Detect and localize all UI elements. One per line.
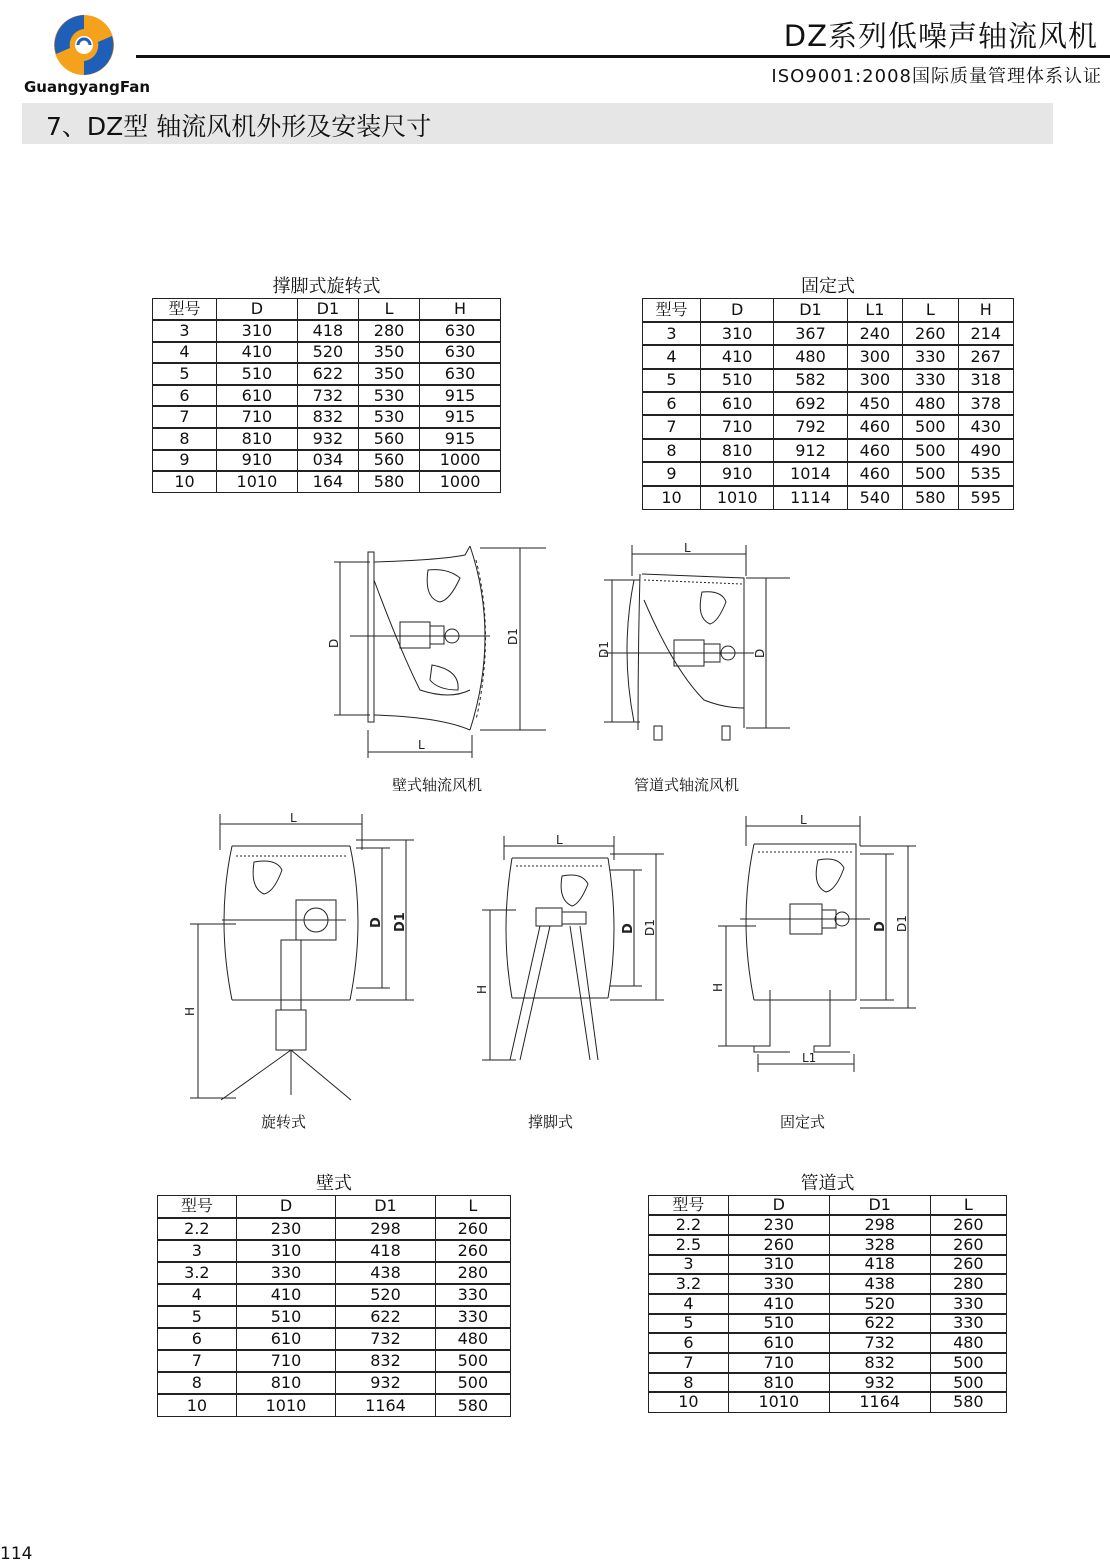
- table-cell: 3: [643, 322, 701, 345]
- table-cell: 630: [420, 363, 501, 385]
- table-cell: 8: [158, 1372, 237, 1394]
- table-cell: 610: [216, 385, 297, 407]
- table-row: [643, 439, 1014, 462]
- table-cell: 480: [774, 345, 847, 368]
- stand-fan-drawing: [470, 830, 670, 1070]
- table-cell: 912: [774, 439, 847, 462]
- table-caption-wall: 壁式: [316, 1173, 352, 1194]
- table-cell: 3: [153, 320, 217, 342]
- column-header: D: [236, 1196, 336, 1218]
- table-row: [649, 1255, 1007, 1275]
- table-cell: 230: [728, 1215, 829, 1235]
- table-cell: 792: [774, 415, 847, 438]
- table-cell: 915: [420, 428, 501, 450]
- table-cell: 430: [958, 415, 1013, 438]
- table-cell: 1000: [420, 450, 501, 472]
- table-cell: 622: [297, 363, 358, 385]
- certification-text: ISO9001:2008国际质量管理体系认证: [771, 66, 1102, 87]
- column-header: D1: [774, 299, 847, 322]
- table-cell: 510: [216, 363, 297, 385]
- table-row: [158, 1284, 511, 1306]
- table-cell: 500: [930, 1353, 1006, 1373]
- table-row: [649, 1215, 1007, 1235]
- table-cell: 5: [153, 363, 217, 385]
- table-cell: 7: [649, 1353, 729, 1373]
- table-cell: 280: [358, 320, 419, 342]
- table-cell: 692: [774, 392, 847, 415]
- table-cell: 330: [903, 345, 958, 368]
- table-cell: 2.2: [649, 1215, 729, 1235]
- column-header: D1: [829, 1196, 930, 1216]
- table-cell: 610: [728, 1333, 829, 1353]
- table-cell: 932: [336, 1372, 436, 1394]
- column-header: D1: [297, 299, 358, 321]
- table-cell: 622: [829, 1314, 930, 1334]
- column-header: D: [728, 1196, 829, 1216]
- dim-l-label: L: [684, 541, 691, 555]
- table-cell: 810: [236, 1372, 336, 1394]
- table-cell: 480: [435, 1328, 510, 1350]
- table-cell: 034: [297, 450, 358, 472]
- table-cell: 500: [435, 1372, 510, 1394]
- page-number: 114: [0, 1544, 33, 1564]
- table-cell: 630: [420, 342, 501, 364]
- dim-d1-label: D1: [895, 915, 909, 932]
- table-cell: 622: [336, 1306, 436, 1328]
- column-header: L: [358, 299, 419, 321]
- table-cell: 7: [643, 415, 701, 438]
- table-row: [649, 1333, 1007, 1353]
- table-cell: 410: [728, 1294, 829, 1314]
- table-header-row: [643, 299, 1014, 322]
- table-cell: 6: [643, 392, 701, 415]
- table-row: [649, 1314, 1007, 1334]
- table-cell: 510: [236, 1306, 336, 1328]
- column-header: D: [216, 299, 297, 321]
- column-header: 型号: [649, 1196, 729, 1216]
- caption-wall-fan: 壁式轴流风机: [392, 776, 483, 794]
- table-row: [649, 1373, 1007, 1393]
- dim-d1-label: D1: [597, 641, 611, 658]
- table-cell: 8: [643, 439, 701, 462]
- table-cell: 410: [236, 1284, 336, 1306]
- table-cell: 6: [649, 1333, 729, 1353]
- dim-d-label: D: [873, 921, 888, 932]
- table-cell: 260: [435, 1240, 510, 1262]
- table-cell: 832: [336, 1350, 436, 1372]
- table-cell: 300: [847, 369, 902, 392]
- dim-h-label: H: [711, 982, 725, 992]
- table-cell: 7: [158, 1350, 237, 1372]
- table-cell: 582: [774, 369, 847, 392]
- table-cell: 530: [358, 385, 419, 407]
- table-row: [158, 1262, 511, 1284]
- table-row: [153, 450, 501, 472]
- table-fixed: [642, 298, 1014, 510]
- table-cell: 418: [829, 1255, 930, 1275]
- table-row: [649, 1294, 1007, 1314]
- table-cell: 500: [903, 415, 958, 438]
- page-title: DZ系列低噪声轴流风机: [783, 19, 1098, 53]
- table-header-row: [153, 299, 501, 321]
- table-cell: 260: [930, 1255, 1006, 1275]
- dim-d1-label: D1: [506, 628, 520, 645]
- table-cell: 1114: [774, 486, 847, 509]
- table-cell: 832: [297, 406, 358, 428]
- table-header-row: [649, 1196, 1007, 1216]
- table-row: [649, 1392, 1007, 1412]
- table-cell: 7: [153, 406, 217, 428]
- table-cell: 330: [728, 1274, 829, 1294]
- table-cell: 6: [158, 1328, 237, 1350]
- table-cell: 330: [903, 369, 958, 392]
- table-cell: 350: [358, 363, 419, 385]
- table-cell: 298: [336, 1218, 436, 1240]
- table-row: [153, 363, 501, 385]
- table-cell: 520: [336, 1284, 436, 1306]
- column-header: L: [903, 299, 958, 322]
- table-cell: 4: [643, 345, 701, 368]
- table-cell: 560: [358, 428, 419, 450]
- table-cell: 260: [930, 1235, 1006, 1255]
- table-cell: 610: [701, 392, 774, 415]
- table-cell: 530: [358, 406, 419, 428]
- table-cell: 500: [903, 462, 958, 485]
- fixed-fan-drawing: [710, 810, 930, 1076]
- table-cell: 710: [701, 415, 774, 438]
- table-cell: 910: [701, 462, 774, 485]
- table-cell: 510: [701, 369, 774, 392]
- table-row: [649, 1235, 1007, 1255]
- table-cell: 1010: [216, 471, 297, 493]
- table-cell: 732: [829, 1333, 930, 1353]
- table-cell: 260: [728, 1235, 829, 1255]
- table-cell: 540: [847, 486, 902, 509]
- table-row: [643, 322, 1014, 345]
- table-row: [643, 415, 1014, 438]
- table-row: [643, 369, 1014, 392]
- table-cell: 230: [236, 1218, 336, 1240]
- column-header: D1: [336, 1196, 436, 1218]
- table-cell: 5: [158, 1306, 237, 1328]
- table-row: [158, 1328, 511, 1350]
- table-row: [649, 1353, 1007, 1373]
- table-cell: 2.2: [158, 1218, 237, 1240]
- table-cell: 8: [153, 428, 217, 450]
- table-cell: 500: [435, 1350, 510, 1372]
- table-cell: 1010: [701, 486, 774, 509]
- table-row: [153, 342, 501, 364]
- dim-l-label: L: [418, 738, 425, 752]
- table-cell: 418: [297, 320, 358, 342]
- table-cell: 367: [774, 322, 847, 345]
- table-cell: 1010: [728, 1392, 829, 1412]
- table-cell: 810: [216, 428, 297, 450]
- table-cell: 164: [297, 471, 358, 493]
- table-cell: 3: [158, 1240, 237, 1262]
- table-cell: 5: [643, 369, 701, 392]
- table-cell: 378: [958, 392, 1013, 415]
- table-cell: 810: [728, 1373, 829, 1393]
- column-header: L: [435, 1196, 510, 1218]
- table-cell: 1000: [420, 471, 501, 493]
- table-cell: 260: [435, 1218, 510, 1240]
- dim-d-label: D: [621, 923, 636, 934]
- rotary-fan-drawing: [176, 810, 416, 1110]
- table-caption-duct: 管道式: [800, 1173, 855, 1194]
- table-cell: 1014: [774, 462, 847, 485]
- column-header: H: [958, 299, 1013, 322]
- table-duct: [648, 1195, 1007, 1413]
- table-cell: 260: [903, 322, 958, 345]
- table-cell: 310: [236, 1240, 336, 1262]
- table-cell: 410: [216, 342, 297, 364]
- table-cell: 3: [649, 1255, 729, 1275]
- dim-d1-label: D1: [643, 919, 657, 936]
- table-cell: 2.5: [649, 1235, 729, 1255]
- table-row: [153, 471, 501, 493]
- table-cell: 267: [958, 345, 1013, 368]
- table-cell: 450: [847, 392, 902, 415]
- table-cell: 4: [649, 1294, 729, 1314]
- table-cell: 535: [958, 462, 1013, 485]
- table-cell: 330: [236, 1262, 336, 1284]
- table-cell: 610: [236, 1328, 336, 1350]
- column-header: 型号: [153, 299, 217, 321]
- table-cell: 310: [701, 322, 774, 345]
- table-row: [643, 345, 1014, 368]
- table-cell: 910: [216, 450, 297, 472]
- table-cell: 240: [847, 322, 902, 345]
- table-cell: 500: [930, 1373, 1006, 1393]
- table-cell: 580: [930, 1392, 1006, 1412]
- column-header: H: [420, 299, 501, 321]
- brand-name: GuangyangFan: [24, 78, 151, 96]
- table-cell: 915: [420, 385, 501, 407]
- table-cell: 438: [829, 1274, 930, 1294]
- table-row: [649, 1274, 1007, 1294]
- table-cell: 3.2: [158, 1262, 237, 1284]
- table-cell: 460: [847, 462, 902, 485]
- table-cell: 418: [336, 1240, 436, 1262]
- table-cell: 280: [930, 1274, 1006, 1294]
- table-cell: 310: [216, 320, 297, 342]
- wall-fan-drawing: [320, 540, 560, 772]
- table-cell: 10: [153, 471, 217, 493]
- table-row: [158, 1372, 511, 1394]
- table-cell: 9: [153, 450, 217, 472]
- table-cell: 932: [297, 428, 358, 450]
- table-row: [153, 320, 501, 342]
- table-cell: 480: [903, 392, 958, 415]
- caption-duct-fan: 管道式轴流风机: [634, 776, 740, 794]
- table-cell: 490: [958, 439, 1013, 462]
- table-header-row: [158, 1196, 511, 1218]
- dim-d-label: D: [327, 638, 341, 648]
- table-cell: 580: [435, 1394, 510, 1416]
- dim-d-label: D: [369, 917, 384, 928]
- table-cell: 460: [847, 415, 902, 438]
- table-row: [158, 1350, 511, 1372]
- table-cell: 580: [903, 486, 958, 509]
- table-cell: 580: [358, 471, 419, 493]
- table-row: [158, 1306, 511, 1328]
- table-cell: 260: [930, 1215, 1006, 1235]
- dim-h-label: H: [475, 984, 489, 994]
- table-cell: 318: [958, 369, 1013, 392]
- table-cell: 4: [153, 342, 217, 364]
- table-cell: 330: [930, 1314, 1006, 1334]
- table-cell: 732: [336, 1328, 436, 1350]
- table-cell: 1010: [236, 1394, 336, 1416]
- table-row: [643, 486, 1014, 509]
- table-cell: 6: [153, 385, 217, 407]
- table-cell: 438: [336, 1262, 436, 1284]
- table-row: [153, 406, 501, 428]
- table-cell: 460: [847, 439, 902, 462]
- table-cell: 915: [420, 406, 501, 428]
- table-cell: 3.2: [649, 1274, 729, 1294]
- dim-d1-label: D1: [393, 912, 408, 932]
- table-cell: 214: [958, 322, 1013, 345]
- caption-fixed: 固定式: [780, 1113, 826, 1131]
- table-cell: 10: [649, 1392, 729, 1412]
- table-row: [158, 1218, 511, 1240]
- table-cell: 10: [158, 1394, 237, 1416]
- table-row: [158, 1240, 511, 1262]
- table-cell: 932: [829, 1373, 930, 1393]
- table-row: [643, 462, 1014, 485]
- dim-h-label: H: [183, 1006, 197, 1016]
- table-row: [643, 392, 1014, 415]
- table-cell: 510: [728, 1314, 829, 1334]
- table-cell: 9: [643, 462, 701, 485]
- column-header: 型号: [158, 1196, 237, 1218]
- table-cell: 4: [158, 1284, 237, 1306]
- column-header: 型号: [643, 299, 701, 322]
- table-cell: 310: [728, 1255, 829, 1275]
- dim-l1-label: L1: [802, 1051, 817, 1065]
- dim-d-label: D: [753, 648, 767, 658]
- table-cell: 732: [297, 385, 358, 407]
- table-cell: 560: [358, 450, 419, 472]
- table-cell: 710: [216, 406, 297, 428]
- column-header: D: [701, 299, 774, 322]
- table-cell: 10: [643, 486, 701, 509]
- table-cell: 5: [649, 1314, 729, 1334]
- table-cell: 810: [701, 439, 774, 462]
- caption-rotary: 旋转式: [261, 1113, 307, 1131]
- table-cell: 350: [358, 342, 419, 364]
- table-row: [153, 385, 501, 407]
- section-title: 7、DZ型 轴流风机外形及安装尺寸: [46, 112, 432, 141]
- table-cell: 480: [930, 1333, 1006, 1353]
- table-cell: 298: [829, 1215, 930, 1235]
- table-cell: 280: [435, 1262, 510, 1284]
- table-cell: 710: [236, 1350, 336, 1372]
- caption-stand: 撑脚式: [528, 1113, 574, 1131]
- dim-l-label: L: [800, 813, 807, 827]
- table-cell: 330: [435, 1306, 510, 1328]
- table-cell: 500: [903, 439, 958, 462]
- table-row: [158, 1394, 511, 1416]
- table-cell: 710: [728, 1353, 829, 1373]
- header-divider: [136, 55, 1110, 58]
- table-cell: 330: [930, 1294, 1006, 1314]
- table-cell: 520: [297, 342, 358, 364]
- dim-l-label: L: [556, 833, 563, 847]
- table-cell: 1164: [829, 1392, 930, 1412]
- table-cell: 300: [847, 345, 902, 368]
- table-row: [153, 428, 501, 450]
- table-cell: 330: [435, 1284, 510, 1306]
- table-cell: 328: [829, 1235, 930, 1255]
- table-cell: 1164: [336, 1394, 436, 1416]
- table-cell: 595: [958, 486, 1013, 509]
- table-stand-rotary: [152, 298, 501, 493]
- table-cell: 630: [420, 320, 501, 342]
- table-caption-fixed: 固定式: [801, 276, 855, 297]
- table-cell: 410: [701, 345, 774, 368]
- column-header: L: [930, 1196, 1006, 1216]
- duct-fan-drawing: [594, 540, 794, 750]
- brand-logo-icon: [48, 12, 120, 78]
- table-caption-stand-rotary: 撑脚式旋转式: [272, 276, 381, 297]
- column-header: L1: [847, 299, 902, 322]
- dim-l-label: L: [290, 811, 297, 825]
- table-cell: 832: [829, 1353, 930, 1373]
- table-cell: 8: [649, 1373, 729, 1393]
- table-wall: [157, 1195, 511, 1417]
- table-cell: 520: [829, 1294, 930, 1314]
